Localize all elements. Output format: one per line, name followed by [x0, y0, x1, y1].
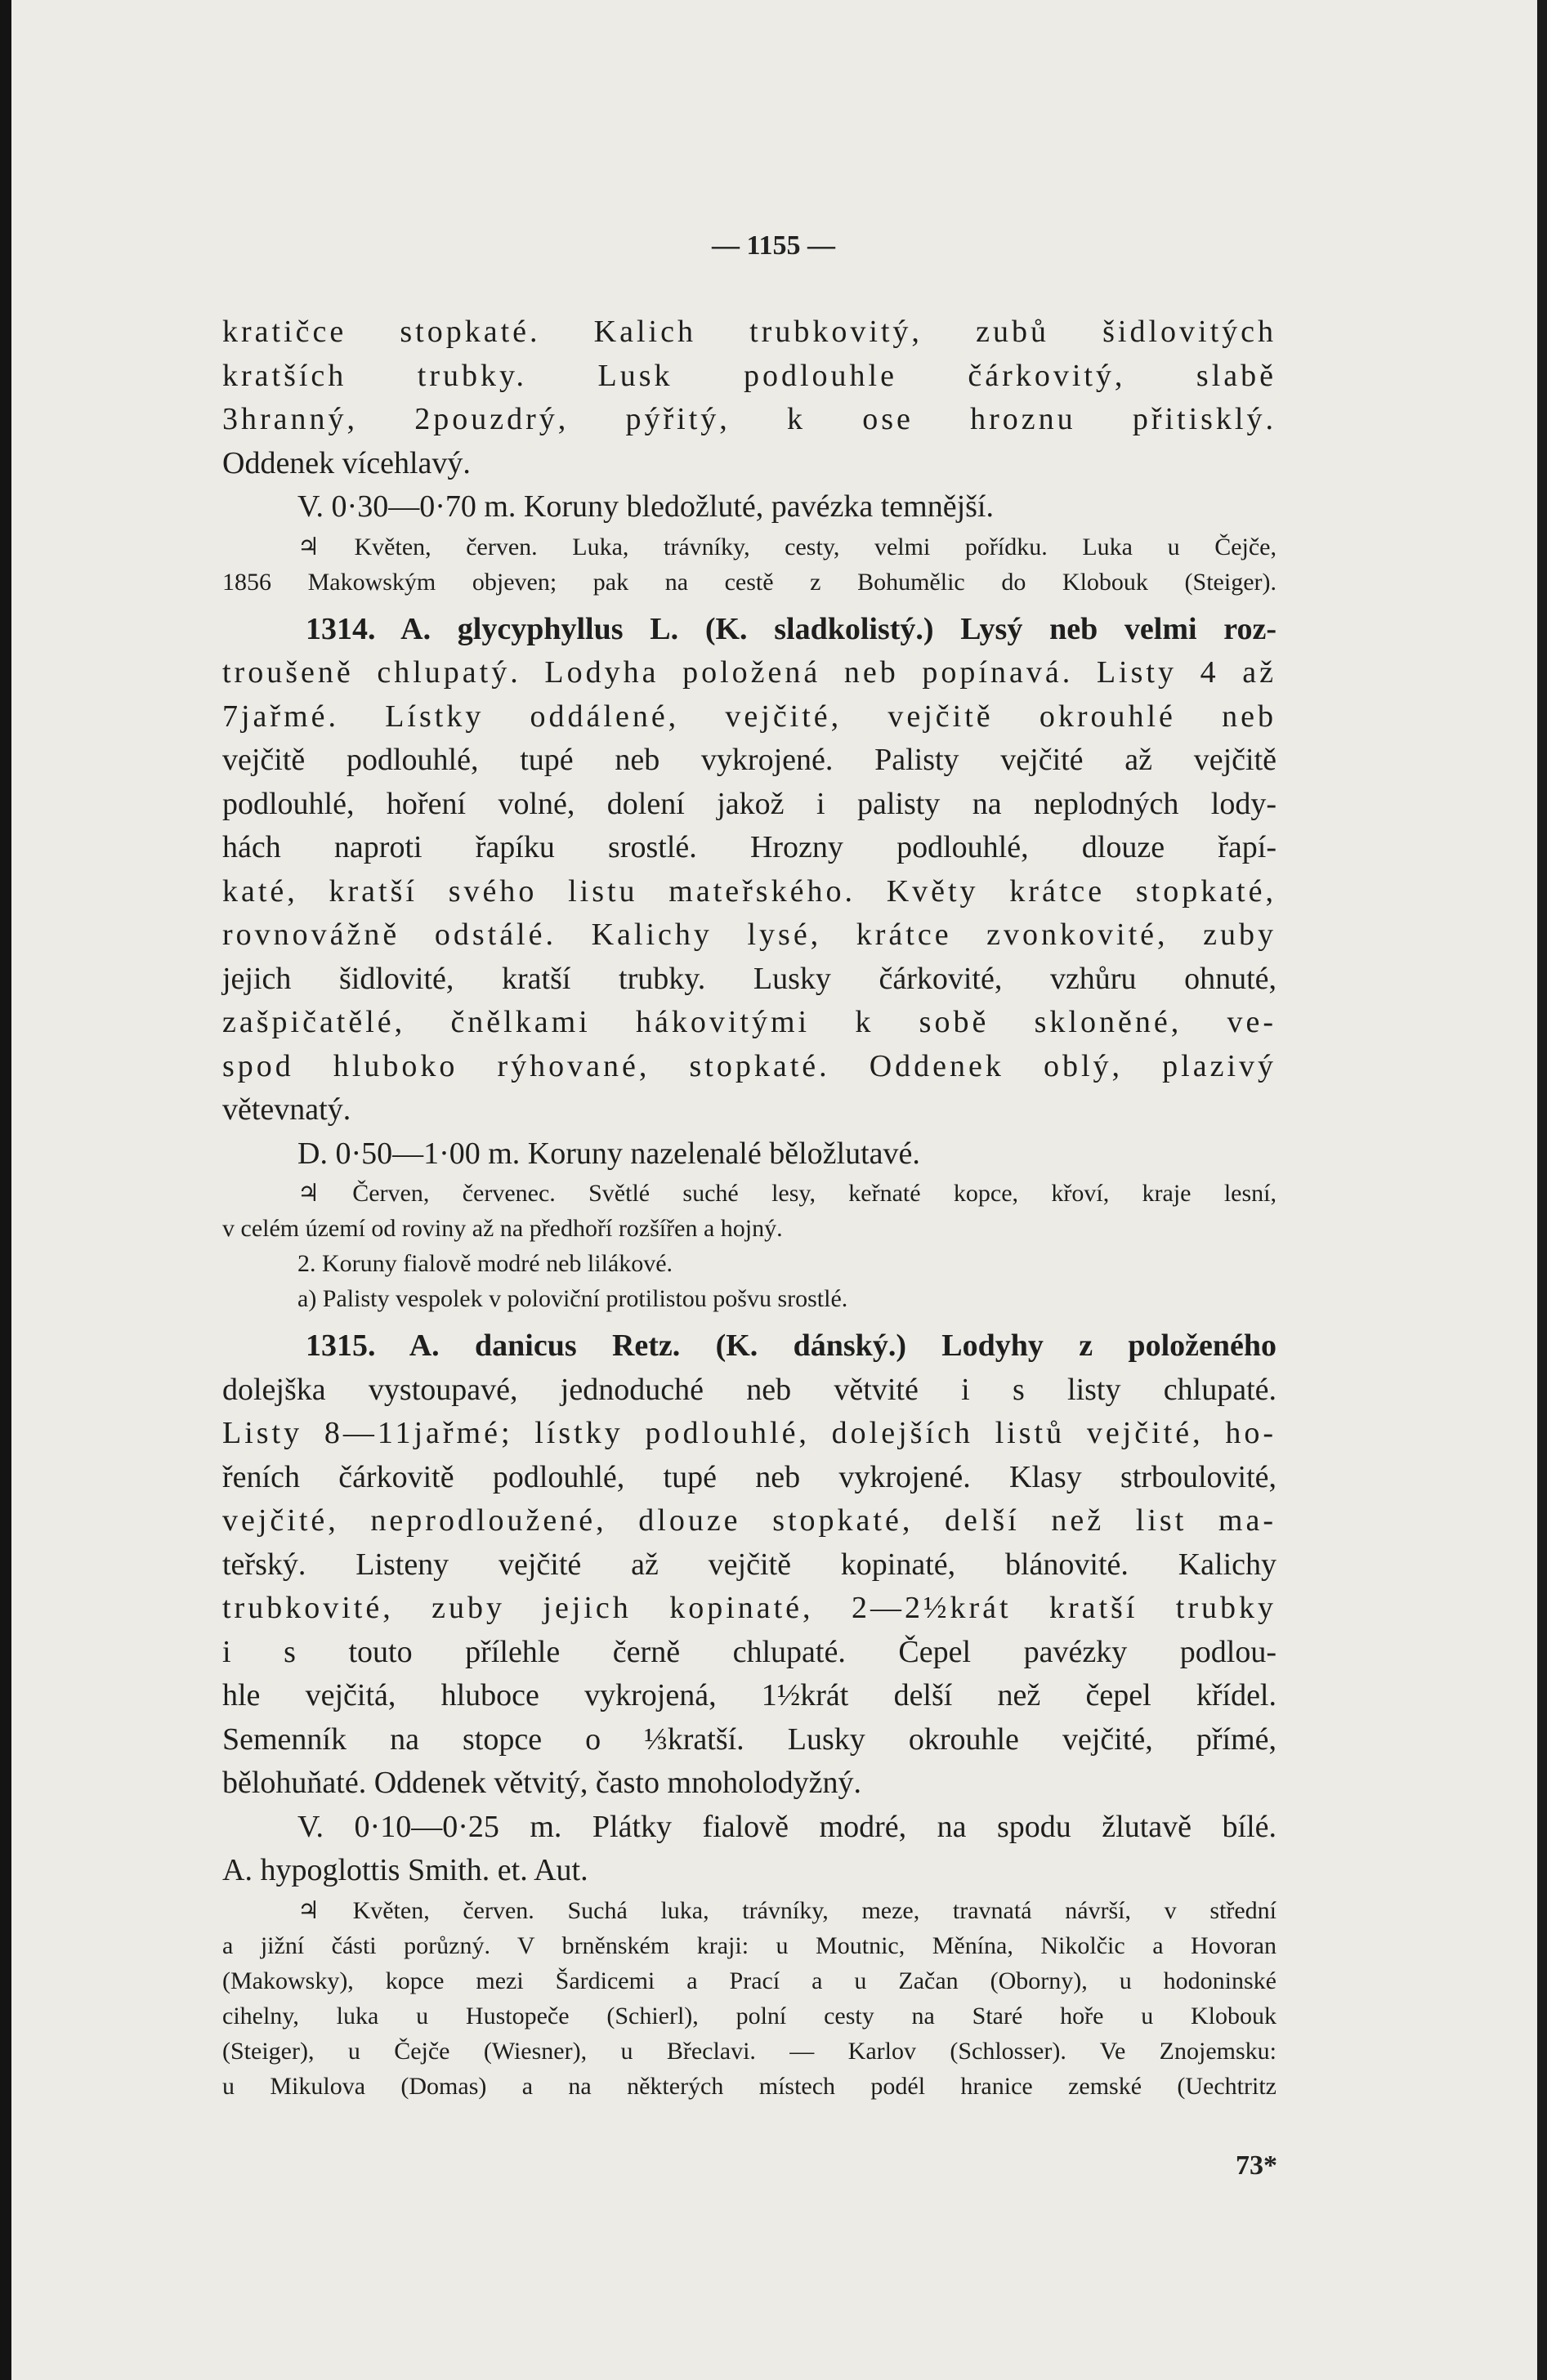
- habitat-line: cihelny, luka u Hustopeče (Schierl), polní cesty na Staré hoře u Klobouk: [222, 2002, 1276, 2029]
- text-line: kratších trubky. Lusk podlouhle čárkovitý, slabě: [222, 358, 1276, 393]
- habitat-line: 1856 Makowským objeven; pak na cestě z Bohumělic do Klobouk (Steiger).: [222, 568, 1276, 596]
- text-line: bělohuňaté. Oddenek větvitý, často mnoholodyžný.: [222, 1766, 861, 1800]
- text-line: teřský. Listeny vejčité až vejčitě kopinaté, blánovité. Kalichy: [222, 1547, 1276, 1582]
- text-line: kratičce stopkaté. Kalich trubkovitý, zubů šidlovitých: [222, 315, 1276, 349]
- text-line: zašpičatělé, čnělkami hákovitými k sobě skloněné, ve-: [222, 1005, 1276, 1039]
- text-line: troušeně chlupatý. Lodyha položená neb popínavá. Listy 4 až: [222, 655, 1276, 690]
- text-line: Semenník na stopce o ⅓kratší. Lusky okrouhle vejčité, přímé,: [222, 1721, 1276, 1757]
- page-right-edge: [1537, 0, 1547, 2380]
- dimension-line: D. 0·50—1·00 m. Koruny nazelenalé běložlutavé.: [297, 1136, 920, 1171]
- text-line: spod hluboko rýhované, stopkaté. Oddenek oblý, plazivý: [222, 1048, 1276, 1083]
- text-line: i s touto přílehle černě chlupaté. Čepel pavézky podlou-: [222, 1634, 1276, 1669]
- page-body: [222, 310, 1276, 2104]
- synonym-line: A. hypoglottis Smith. et. Aut.: [222, 1853, 588, 1887]
- species-heading-1314: 1314. A. glycyphyllus L. (K. sladkolistý.) Lysý neb velmi roz-: [306, 611, 1276, 646]
- habitat-line: (Steiger), u Čejče (Wiesner), u Břeclavi. — Karlov (Schlosser). Ve Znojemsku:: [222, 2037, 1276, 2065]
- habitat-line: ♃ Květen, červen. Suchá luka, trávníky, meze, travnatá návrší, v střední: [297, 1896, 1276, 1924]
- habitat-line: u Mikulova (Domas) a na některých místech podél hranice zemské (Uechtritz: [222, 2072, 1276, 2100]
- species-heading-1315: 1315. A. danicus Retz. (K. dánský.) Lodyhy z položeného: [306, 1328, 1276, 1363]
- key-line: a) Palisty vespolek v poloviční protilistou pošvu srostlé.: [297, 1285, 848, 1312]
- text-line: hách naproti řapíku srostlé. Hrozny podlouhlé, dlouze řapí-: [222, 830, 1276, 864]
- text-line: vejčitě podlouhlé, tupé neb vykrojené. Palisty vejčité až vejčitě: [222, 743, 1276, 777]
- text-line: trubkovité, zuby jejich kopinaté, 2—2½krát kratší trubky: [222, 1591, 1276, 1625]
- text-line: Oddenek vícehlavý.: [222, 445, 471, 480]
- text-line: hle vejčitá, hluboce vykrojená, 1½krát delší než čepel křídel.: [222, 1678, 1276, 1712]
- text-line: Listy 8—11jařmé; lístky podlouhlé, dolejších listů vejčité, ho-: [222, 1416, 1276, 1450]
- page-left-edge: [0, 0, 11, 2380]
- text-line: vejčité, neprodloužené, dlouze stopkaté, delší než list ma-: [222, 1503, 1276, 1538]
- text-line: 3hranný, 2pouzdrý, pýřitý, k ose hroznu přitisklý.: [222, 402, 1276, 436]
- habitat-line: ♃ Červen, červenec. Světlé suché lesy, keřnaté kopce, křoví, kraje lesní,: [297, 1180, 1276, 1207]
- habitat-line: v celém území od roviny až na předhoří rozšířen a hojný.: [222, 1215, 783, 1242]
- text-line: větevnatý.: [222, 1092, 351, 1127]
- dimension-line: V. 0·10—0·25 m. Plátky fialově modré, na spodu žlutavě bílé.: [297, 1809, 1276, 1844]
- text-line: katé, kratší svého listu mateřského. Květy krátce stopkaté,: [222, 873, 1276, 909]
- text-line: 7jařmé. Lístky oddálené, vejčité, vejčitě okrouhlé neb: [222, 699, 1276, 734]
- text-line: dolejška vystoupavé, jednoduché neb větvité i s listy chlupaté.: [222, 1372, 1276, 1407]
- habitat-line: (Makowsky), kopce mezi Šardicemi a Prací a u Začan (Oborny), u hodoninské: [222, 1967, 1276, 1994]
- text-line: rovnovážně odstálé. Kalichy lysé, krátce zvonkovité, zuby: [222, 918, 1276, 952]
- page-number: — 1155 —: [711, 230, 836, 261]
- dimension-line: V. 0·30—0·70 m. Koruny bledožluté, pavézka temnější.: [297, 489, 994, 524]
- habitat-line: ♃ Květen, červen. Luka, trávníky, cesty, velmi pořídku. Luka u Čejče,: [297, 533, 1276, 560]
- text-line: jejich šidlovité, kratší trubky. Lusky čárkovité, vzhůru ohnuté,: [222, 961, 1276, 996]
- signature-mark: 73*: [1236, 2150, 1277, 2181]
- text-line: podlouhlé, hoření volné, dolení jakož i palisty na neplodných lody-: [222, 786, 1276, 821]
- habitat-line: a jižní části porůzný. V brněnském kraji: u Moutnic, Měnína, Nikolčic a Hovoran: [222, 1931, 1276, 1959]
- text-line: řeních čárkovitě podlouhlé, tupé neb vykrojené. Klasy strboulovité,: [222, 1459, 1276, 1494]
- key-line: 2. Koruny fialově modré neb lilákové.: [297, 1250, 673, 1277]
